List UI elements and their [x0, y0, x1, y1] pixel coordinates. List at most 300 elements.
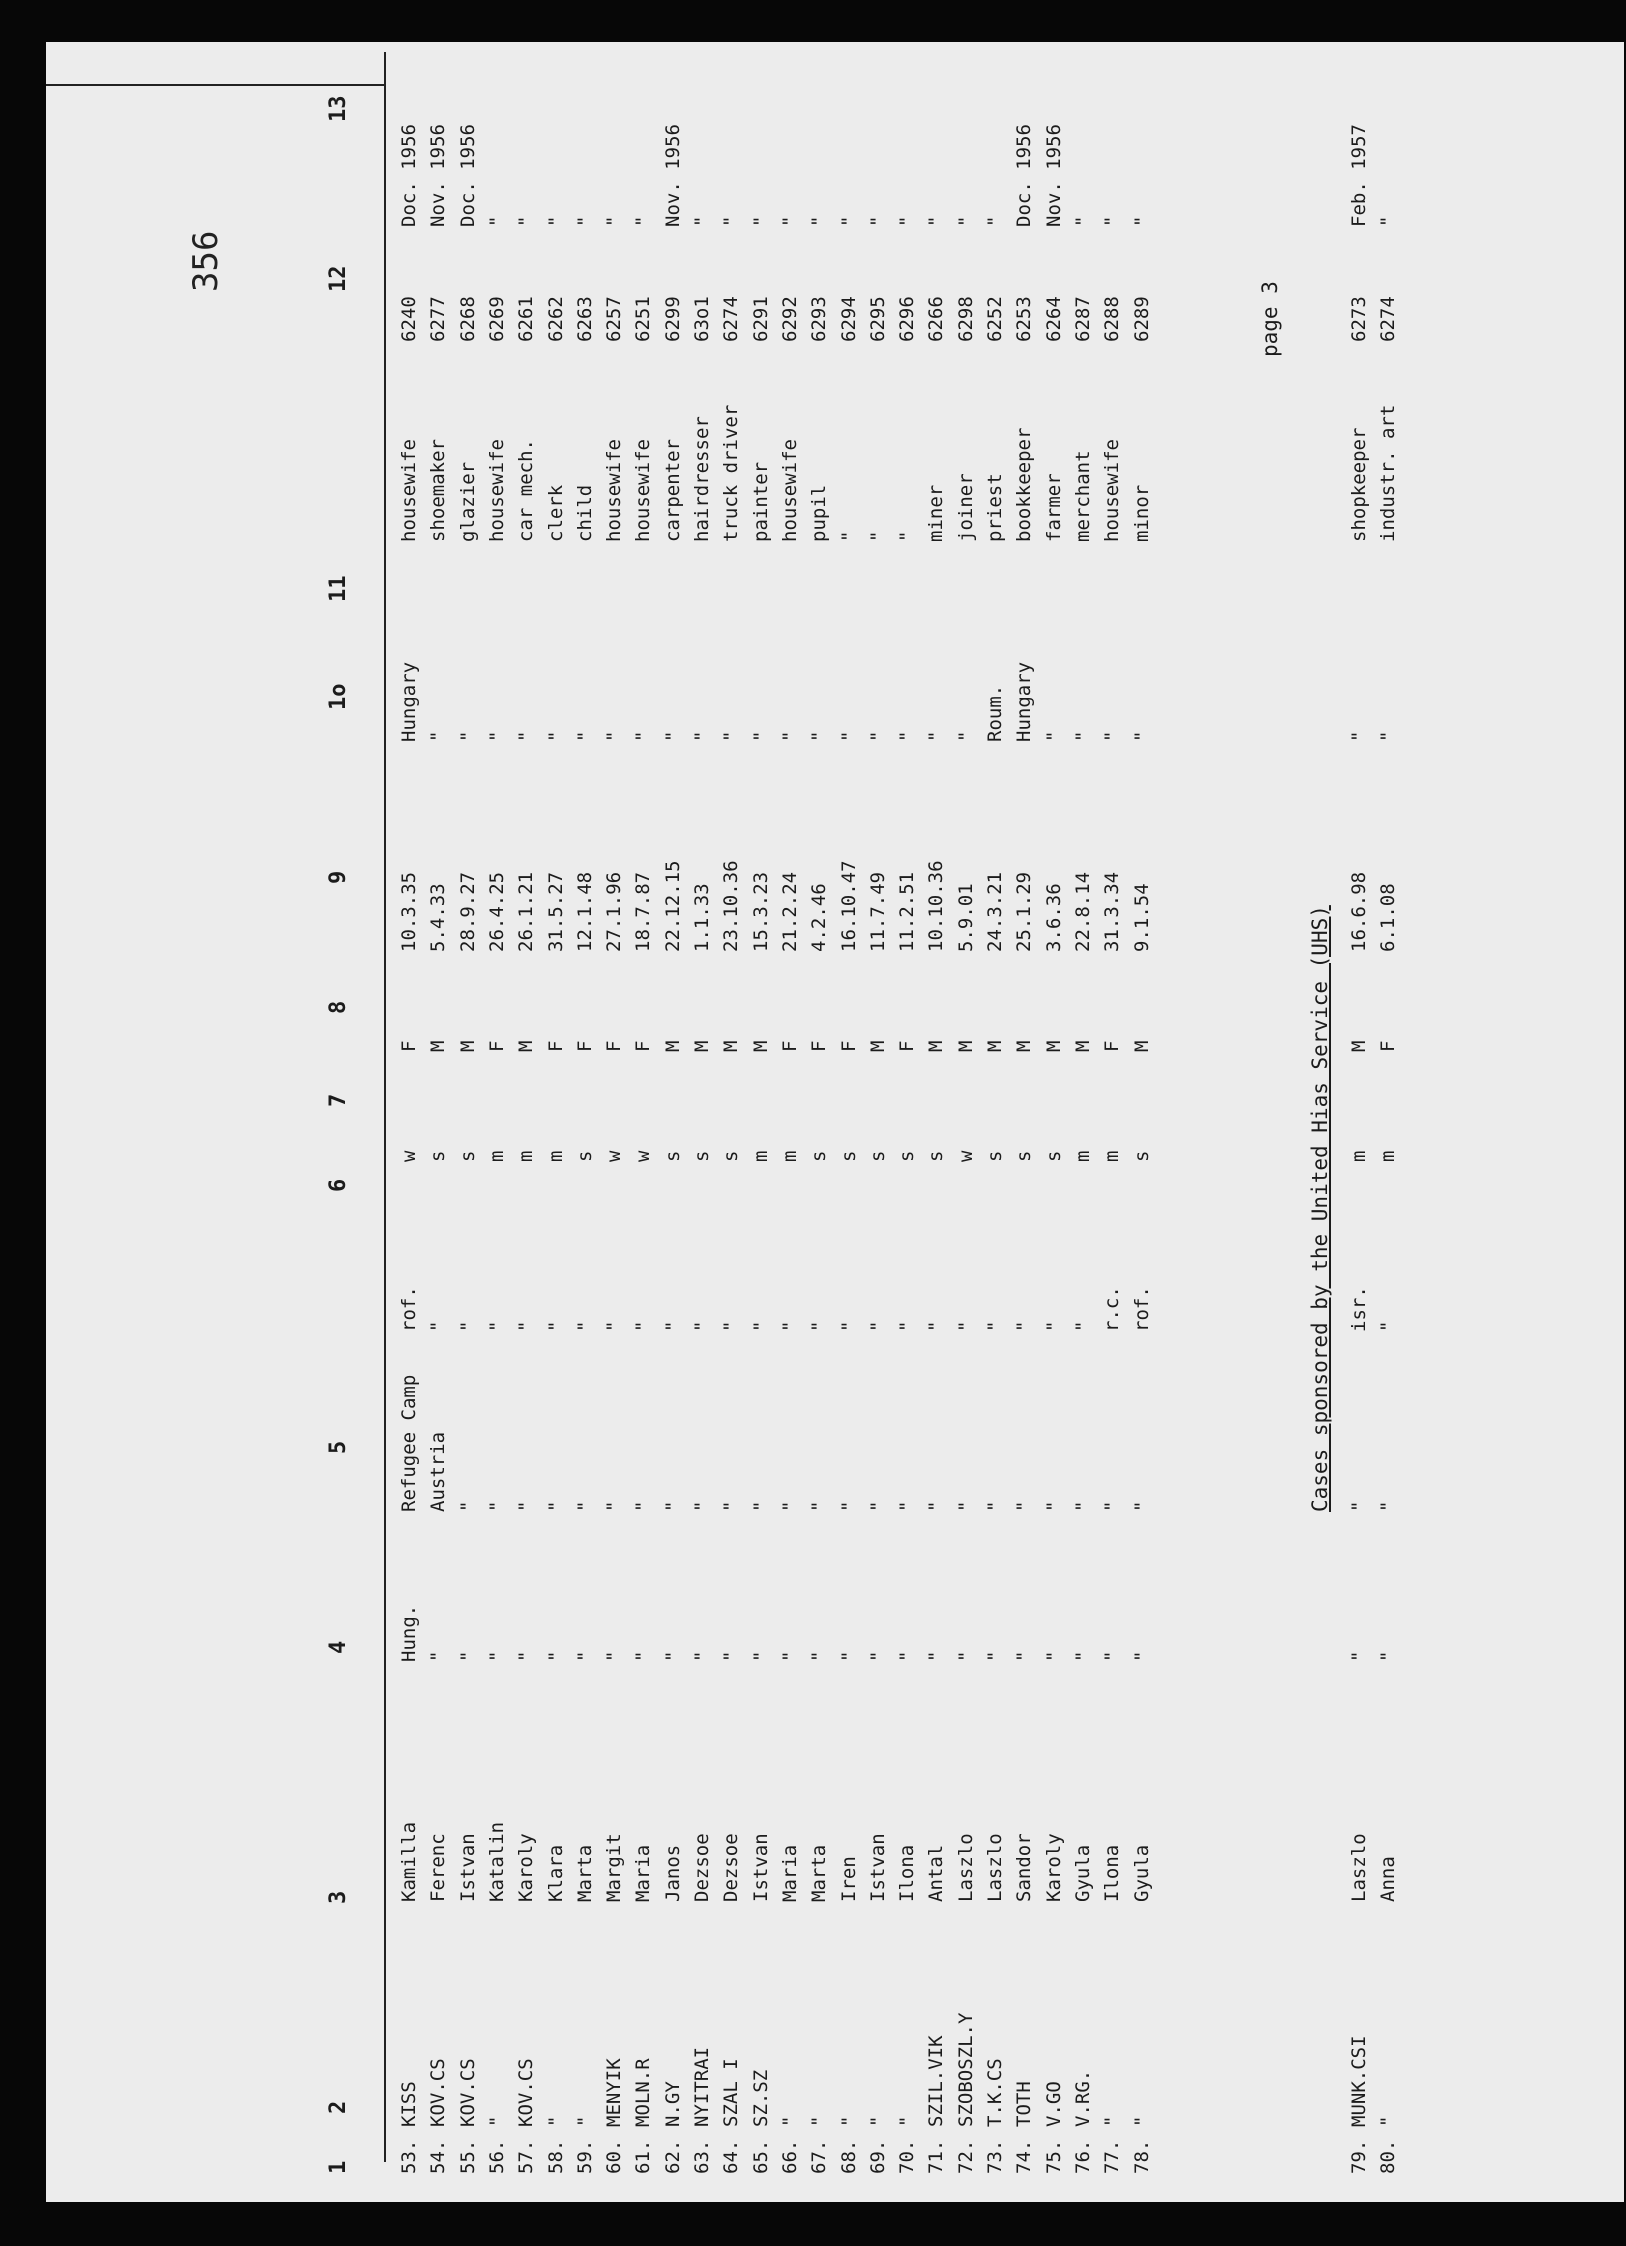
cell-col-3: Ilona — [1101, 1844, 1124, 1902]
cell-col-9: 12.1.48 — [573, 871, 596, 952]
cell-col-5: " — [1071, 1500, 1094, 1512]
cell-col-7: s — [691, 1150, 713, 1162]
cell-col-6: " — [691, 1320, 713, 1332]
table-row — [691, 42, 723, 2202]
cell-col-13: " — [1377, 215, 1400, 227]
cell-col-7: w — [632, 1150, 655, 1162]
cell-col-8: F — [837, 1040, 860, 1052]
cell-col-13: " — [837, 215, 860, 227]
cell-col-11: farmer — [1042, 473, 1065, 542]
column-header-6: 6 — [326, 1178, 351, 1192]
cell-col-10: " — [954, 730, 977, 742]
cell-col-4: " — [925, 1650, 948, 1662]
cell-col-13: " — [749, 215, 772, 227]
cell-col-12: 6292 — [778, 296, 801, 342]
cell-col-8: F — [398, 1040, 420, 1052]
cell-col-5: " — [720, 1500, 743, 1512]
cell-col-8: M — [515, 1040, 538, 1052]
rotated-content — [46, 42, 1624, 2202]
cell-col-3: Istvan — [749, 1833, 772, 1902]
cell-col-4: Hung. — [398, 1604, 420, 1662]
cell-col-1: 79. — [1348, 2139, 1370, 2174]
cell-col-8: F — [808, 1040, 831, 1052]
cell-col-9: 31.5.27 — [544, 871, 567, 952]
cell-col-2: " — [544, 2115, 567, 2127]
cell-col-1: 75. — [1042, 2139, 1065, 2174]
cell-col-6: " — [1377, 1320, 1400, 1332]
cell-col-11: glazier — [456, 461, 479, 542]
cell-col-6: " — [1071, 1320, 1094, 1332]
cell-col-4: " — [778, 1650, 801, 1662]
cell-col-10: " — [925, 730, 948, 742]
cell-col-7: s — [808, 1150, 831, 1162]
cell-col-9: 18.7.87 — [632, 871, 655, 952]
cell-col-2: KOV.CS — [515, 2058, 538, 2127]
cell-col-12: 6293 — [808, 296, 831, 342]
cell-col-5: " — [1042, 1500, 1065, 1512]
cell-col-9: 3.6.36 — [1042, 883, 1065, 952]
cell-col-7: w — [603, 1150, 626, 1162]
cell-col-4: " — [573, 1650, 596, 1662]
cell-col-5: " — [954, 1500, 977, 1512]
cell-col-9: 11.7.49 — [866, 871, 889, 952]
cell-col-1: 69. — [866, 2139, 889, 2174]
cell-col-13: " — [603, 215, 626, 227]
cell-col-11: housewife — [778, 439, 801, 542]
cell-col-2: " — [896, 2115, 919, 2127]
cell-col-8: M — [749, 1040, 772, 1052]
cell-col-11: car mech. — [515, 439, 538, 542]
cell-col-13: " — [691, 215, 713, 227]
cell-col-5: " — [749, 1500, 772, 1512]
cell-col-5: " — [544, 1500, 567, 1512]
cell-col-4: " — [456, 1650, 479, 1662]
table-row — [984, 42, 1016, 2202]
column-header-11: 11 — [326, 575, 351, 602]
cell-col-2: SZOBOSZL.Y — [954, 2012, 977, 2127]
cell-col-8: F — [1101, 1040, 1124, 1052]
cell-col-3: Dezsoe — [720, 1833, 743, 1902]
cell-col-4: " — [427, 1650, 450, 1662]
cell-col-10: " — [896, 730, 919, 742]
cell-col-7: s — [661, 1150, 684, 1162]
table-row — [1013, 42, 1045, 2202]
cell-col-1: 65. — [749, 2139, 772, 2174]
cell-col-3: Gyula — [1071, 1844, 1094, 1902]
cell-col-11: hairdresser — [691, 416, 713, 542]
cell-col-1: 77. — [1101, 2139, 1124, 2174]
cell-col-12: 6261 — [515, 296, 538, 342]
cell-col-3: Ilona — [896, 1844, 919, 1902]
cell-col-3: Gyula — [1130, 1844, 1153, 1902]
column-header-13: 13 — [326, 95, 351, 122]
cell-col-11: child — [573, 484, 596, 542]
cell-col-2: MOLN.R — [632, 2058, 655, 2127]
cell-col-5: " — [1130, 1500, 1153, 1512]
cell-col-6: " — [485, 1320, 508, 1332]
table-row — [662, 42, 694, 2202]
cell-col-10: " — [1071, 730, 1094, 742]
cell-col-5: " — [1013, 1500, 1036, 1512]
cell-col-13: " — [544, 215, 567, 227]
cell-col-8: M — [456, 1040, 479, 1052]
cell-col-4: " — [896, 1650, 919, 1662]
column-header-2: 2 — [326, 2100, 351, 2114]
cell-col-4: " — [1071, 1650, 1094, 1662]
cell-col-1: 80. — [1377, 2139, 1400, 2174]
table-row — [545, 42, 577, 2202]
cell-col-8: M — [954, 1040, 977, 1052]
cell-col-12: 6251 — [632, 296, 655, 342]
cell-col-4: " — [1013, 1650, 1036, 1662]
cell-col-9: 9.1.54 — [1130, 883, 1153, 952]
cell-col-12: 6296 — [896, 296, 919, 342]
cell-col-9: 24.3.21 — [984, 871, 1006, 952]
cell-col-1: 71. — [925, 2139, 948, 2174]
cell-col-11: housewife — [1101, 439, 1124, 542]
column-header-12: 12 — [326, 265, 351, 292]
cell-col-5: " — [778, 1500, 801, 1512]
cell-col-13: " — [1130, 215, 1153, 227]
cell-col-3: Janos — [661, 1844, 684, 1902]
cell-col-9: 10.3.35 — [398, 871, 420, 952]
cell-col-13: Doc. 1956 — [1013, 124, 1036, 227]
cell-col-3: Klara — [544, 1844, 567, 1902]
cell-col-5: " — [603, 1500, 626, 1512]
cell-col-2: " — [1130, 2115, 1153, 2127]
cell-col-11: truck driver — [720, 404, 743, 542]
document-page — [46, 42, 1624, 2202]
cell-col-7: s — [1130, 1150, 1153, 1162]
cell-col-9: 28.9.27 — [456, 871, 479, 952]
cell-col-9: 31.3.34 — [1101, 871, 1124, 952]
cell-col-5: " — [632, 1500, 655, 1512]
cell-col-10: " — [866, 730, 889, 742]
cell-col-8: M — [1042, 1040, 1065, 1052]
cell-col-7: s — [896, 1150, 919, 1162]
cell-col-10: Hungary — [398, 661, 420, 742]
cell-col-4: " — [544, 1650, 567, 1662]
cell-col-5: Refugee Camp — [398, 1374, 420, 1512]
cell-col-10: " — [720, 730, 743, 742]
cell-col-7: m — [1377, 1150, 1400, 1162]
section-subheading: Cases sponsored by the United Hias Service (UHS) — [1308, 905, 1332, 1512]
table-row — [1377, 42, 1409, 2202]
cell-col-13: " — [984, 215, 1006, 227]
cell-col-13: Doc. 1956 — [398, 124, 420, 227]
cell-col-12: 6273 — [1348, 296, 1370, 342]
cell-col-5: " — [573, 1500, 596, 1512]
table-row — [1131, 42, 1163, 2202]
cell-col-11: housewife — [603, 439, 626, 542]
cell-col-3: Kamilla — [398, 1821, 420, 1902]
table-row — [808, 42, 840, 2202]
cell-col-10: " — [1377, 730, 1400, 742]
cell-col-9: 11.2.51 — [896, 871, 919, 952]
cell-col-4: " — [632, 1650, 655, 1662]
cell-col-1: 73. — [984, 2139, 1006, 2174]
cell-col-3: Dezsoe — [691, 1833, 713, 1902]
cell-col-4: " — [866, 1650, 889, 1662]
cell-col-10: " — [1042, 730, 1065, 742]
table-row — [1072, 42, 1104, 2202]
cell-col-6: " — [954, 1320, 977, 1332]
cell-col-5: " — [515, 1500, 538, 1512]
cell-col-11: housewife — [398, 439, 420, 542]
cell-col-6: " — [515, 1320, 538, 1332]
cell-col-12: 6262 — [544, 296, 567, 342]
cell-col-3: Laszlo — [984, 1833, 1006, 1902]
cell-col-2: V.GO — [1042, 2081, 1065, 2127]
cell-col-2: SZ.SZ — [749, 2069, 772, 2127]
cell-col-9: 23.10.36 — [720, 860, 743, 952]
cell-col-4: " — [720, 1650, 743, 1662]
cell-col-9: 22.12.15 — [661, 860, 684, 952]
column-header-9: 9 — [326, 870, 351, 884]
column-header-5: 5 — [326, 1440, 351, 1454]
cell-col-8: M — [1130, 1040, 1153, 1052]
cell-col-9: 27.1.96 — [603, 871, 626, 952]
cell-col-5: " — [456, 1500, 479, 1512]
cell-col-3: Istvan — [866, 1833, 889, 1902]
cell-col-12: 6299 — [661, 296, 684, 342]
cell-col-6: " — [661, 1320, 684, 1332]
cell-col-1: 53. — [398, 2139, 420, 2174]
cell-col-3: Iren — [837, 1856, 860, 1902]
cell-col-7: w — [954, 1150, 977, 1162]
cell-col-4: " — [1348, 1650, 1370, 1662]
cell-col-3: Marta — [808, 1844, 831, 1902]
cell-col-11: " — [866, 530, 889, 542]
cell-col-13: " — [925, 215, 948, 227]
cell-col-4: " — [1130, 1650, 1153, 1662]
table-row — [720, 42, 752, 2202]
cell-col-3: Sandor — [1013, 1833, 1036, 1902]
cell-col-9: 26.1.21 — [515, 871, 538, 952]
cell-col-7: w — [398, 1150, 420, 1162]
cell-col-9: 5.9.01 — [954, 883, 977, 952]
cell-col-4: " — [837, 1650, 860, 1662]
table-row — [427, 42, 459, 2202]
cell-col-12: 6240 — [398, 296, 420, 342]
cell-col-3: Istvan — [456, 1833, 479, 1902]
cell-col-3: Marta — [573, 1844, 596, 1902]
cell-col-6: " — [837, 1320, 860, 1332]
cell-col-12: 6291 — [749, 296, 772, 342]
cell-col-1: 67. — [808, 2139, 831, 2174]
cell-col-9: 25.1.29 — [1013, 871, 1036, 952]
cell-col-10: Hungary — [1013, 661, 1036, 742]
cell-col-4: " — [661, 1650, 684, 1662]
cell-col-10: Roum. — [984, 684, 1006, 742]
cell-col-8: M — [984, 1040, 1006, 1052]
cell-col-9: 10.10.36 — [925, 860, 948, 952]
cell-col-5: " — [1348, 1500, 1370, 1512]
cell-col-2: " — [1377, 2115, 1400, 2127]
cell-col-2: " — [485, 2115, 508, 2127]
cell-col-13: " — [1071, 215, 1094, 227]
cell-col-2: " — [808, 2115, 831, 2127]
cell-col-7: m — [1348, 1150, 1370, 1162]
cell-col-9: 16.10.47 — [837, 860, 860, 952]
cell-col-8: M — [720, 1040, 743, 1052]
cell-col-7: m — [515, 1150, 538, 1162]
cell-col-11: merchant — [1071, 450, 1094, 542]
cell-col-6: " — [427, 1320, 450, 1332]
table-row — [398, 42, 430, 2202]
cell-col-12: 6274 — [720, 296, 743, 342]
cell-col-12: 6264 — [1042, 296, 1065, 342]
cell-col-1: 57. — [515, 2139, 538, 2174]
cell-col-1: 59. — [573, 2139, 596, 2174]
cell-col-2: MUNK.CSI — [1348, 2035, 1370, 2127]
cell-col-1: 78. — [1130, 2139, 1153, 2174]
cell-col-7: m — [1101, 1150, 1124, 1162]
cell-col-2: KISS — [398, 2081, 420, 2127]
cell-col-5: " — [661, 1500, 684, 1512]
table-row — [896, 42, 928, 2202]
cell-col-9: 5.4.33 — [427, 883, 450, 952]
cell-col-6: " — [603, 1320, 626, 1332]
table-row — [925, 42, 957, 2202]
cell-col-13: " — [720, 215, 743, 227]
cell-col-6: " — [866, 1320, 889, 1332]
cell-col-7: s — [427, 1150, 450, 1162]
cell-col-10: " — [485, 730, 508, 742]
cell-col-3: Ferenc — [427, 1833, 450, 1902]
cell-col-12: 6287 — [1071, 296, 1094, 342]
table-row — [603, 42, 635, 2202]
cell-col-4: " — [954, 1650, 977, 1662]
cell-col-6: " — [749, 1320, 772, 1332]
cell-col-8: M — [925, 1040, 948, 1052]
cell-col-2: MENYIK — [603, 2058, 626, 2127]
cell-col-7: m — [485, 1150, 508, 1162]
cell-col-9: 16.6.98 — [1348, 871, 1370, 952]
cell-col-10: " — [1101, 730, 1124, 742]
cell-col-12: 6257 — [603, 296, 626, 342]
cell-col-7: s — [456, 1150, 479, 1162]
table-top-rule — [384, 52, 386, 2162]
cell-col-8: F — [573, 1040, 596, 1052]
cell-col-7: s — [925, 1150, 948, 1162]
cell-col-13: " — [515, 215, 538, 227]
cell-col-2: TOTH — [1013, 2081, 1036, 2127]
cell-col-12: 6295 — [866, 296, 889, 342]
cell-col-11: miner — [925, 484, 948, 542]
cell-col-13: Nov. 1956 — [661, 124, 684, 227]
cell-col-8: F — [1377, 1040, 1400, 1052]
cell-col-6: " — [1013, 1320, 1036, 1332]
table-row — [1348, 42, 1380, 2202]
cell-col-13: " — [485, 215, 508, 227]
cell-col-9: 22.8.14 — [1071, 871, 1094, 952]
cell-col-10: " — [661, 730, 684, 742]
cell-col-7: m — [1071, 1150, 1094, 1162]
page-number: 356 — [186, 230, 226, 292]
table-row — [750, 42, 782, 2202]
cell-col-4: " — [1042, 1650, 1065, 1662]
cell-col-10: " — [515, 730, 538, 742]
cell-col-11: shopkeeper — [1348, 427, 1370, 542]
cell-col-10: " — [778, 730, 801, 742]
cell-col-12: 6263 — [573, 296, 596, 342]
cell-col-6: " — [1042, 1320, 1065, 1332]
table-row — [486, 42, 518, 2202]
cell-col-5: Austria — [427, 1431, 450, 1512]
cell-col-11: " — [837, 530, 860, 542]
cell-col-1: 58. — [544, 2139, 567, 2174]
cell-col-12: 6252 — [984, 296, 1006, 342]
cell-col-10: " — [427, 730, 450, 742]
table-row — [955, 42, 987, 2202]
cell-col-3: Karoly — [515, 1833, 538, 1902]
cell-col-1: 63. — [691, 2139, 713, 2174]
cell-col-4: " — [485, 1650, 508, 1662]
cell-col-2: " — [837, 2115, 860, 2127]
cell-col-6: rof. — [1130, 1286, 1153, 1332]
cell-col-9: 21.2.24 — [778, 871, 801, 952]
cell-col-8: F — [778, 1040, 801, 1052]
cell-col-13: Nov. 1956 — [1042, 124, 1065, 227]
table-row — [632, 42, 664, 2202]
table-row — [779, 42, 811, 2202]
cell-col-12: 6289 — [1130, 296, 1153, 342]
cell-col-1: 54. — [427, 2139, 450, 2174]
cell-col-1: 61. — [632, 2139, 655, 2174]
cell-col-4: " — [808, 1650, 831, 1662]
cell-col-2: " — [778, 2115, 801, 2127]
cell-col-3: Margit — [603, 1833, 626, 1902]
cell-col-2: " — [573, 2115, 596, 2127]
cell-col-1: 64. — [720, 2139, 743, 2174]
cell-col-6: " — [984, 1320, 1006, 1332]
cell-col-9: 15.3.23 — [749, 871, 772, 952]
cell-col-2: KOV.CS — [456, 2058, 479, 2127]
cell-col-12: 63o1 — [691, 296, 713, 342]
cell-col-10: " — [456, 730, 479, 742]
cell-col-13: Nov. 1956 — [427, 124, 450, 227]
cell-col-3: Laszlo — [1348, 1833, 1370, 1902]
cell-col-9: 26.4.25 — [485, 871, 508, 952]
cell-col-5: " — [485, 1500, 508, 1512]
cell-col-11: pupil — [808, 484, 831, 542]
cell-col-8: F — [544, 1040, 567, 1052]
cell-col-9: 4.2.46 — [808, 883, 831, 952]
cell-col-7: s — [573, 1150, 596, 1162]
cell-col-5: " — [837, 1500, 860, 1512]
cell-col-6: " — [632, 1320, 655, 1332]
cell-col-11: joiner — [954, 473, 977, 542]
column-header-4: 4 — [326, 1640, 351, 1654]
cell-col-5: " — [866, 1500, 889, 1512]
cell-col-4: " — [1101, 1650, 1124, 1662]
cell-col-12: 6288 — [1101, 296, 1124, 342]
cell-col-7: s — [866, 1150, 889, 1162]
cell-col-1: 66. — [778, 2139, 801, 2174]
cell-col-5: " — [1377, 1500, 1400, 1512]
cell-col-10: " — [837, 730, 860, 742]
cell-col-2: KOV.CS — [427, 2058, 450, 2127]
column-header-8: 8 — [326, 1000, 351, 1014]
cell-col-3: Laszlo — [954, 1833, 977, 1902]
cell-col-6: " — [925, 1320, 948, 1332]
cell-col-10: " — [749, 730, 772, 742]
cell-col-5: " — [691, 1500, 713, 1512]
cell-col-6: " — [573, 1320, 596, 1332]
cell-col-13: " — [866, 215, 889, 227]
cell-col-6: r.c. — [1101, 1286, 1124, 1332]
